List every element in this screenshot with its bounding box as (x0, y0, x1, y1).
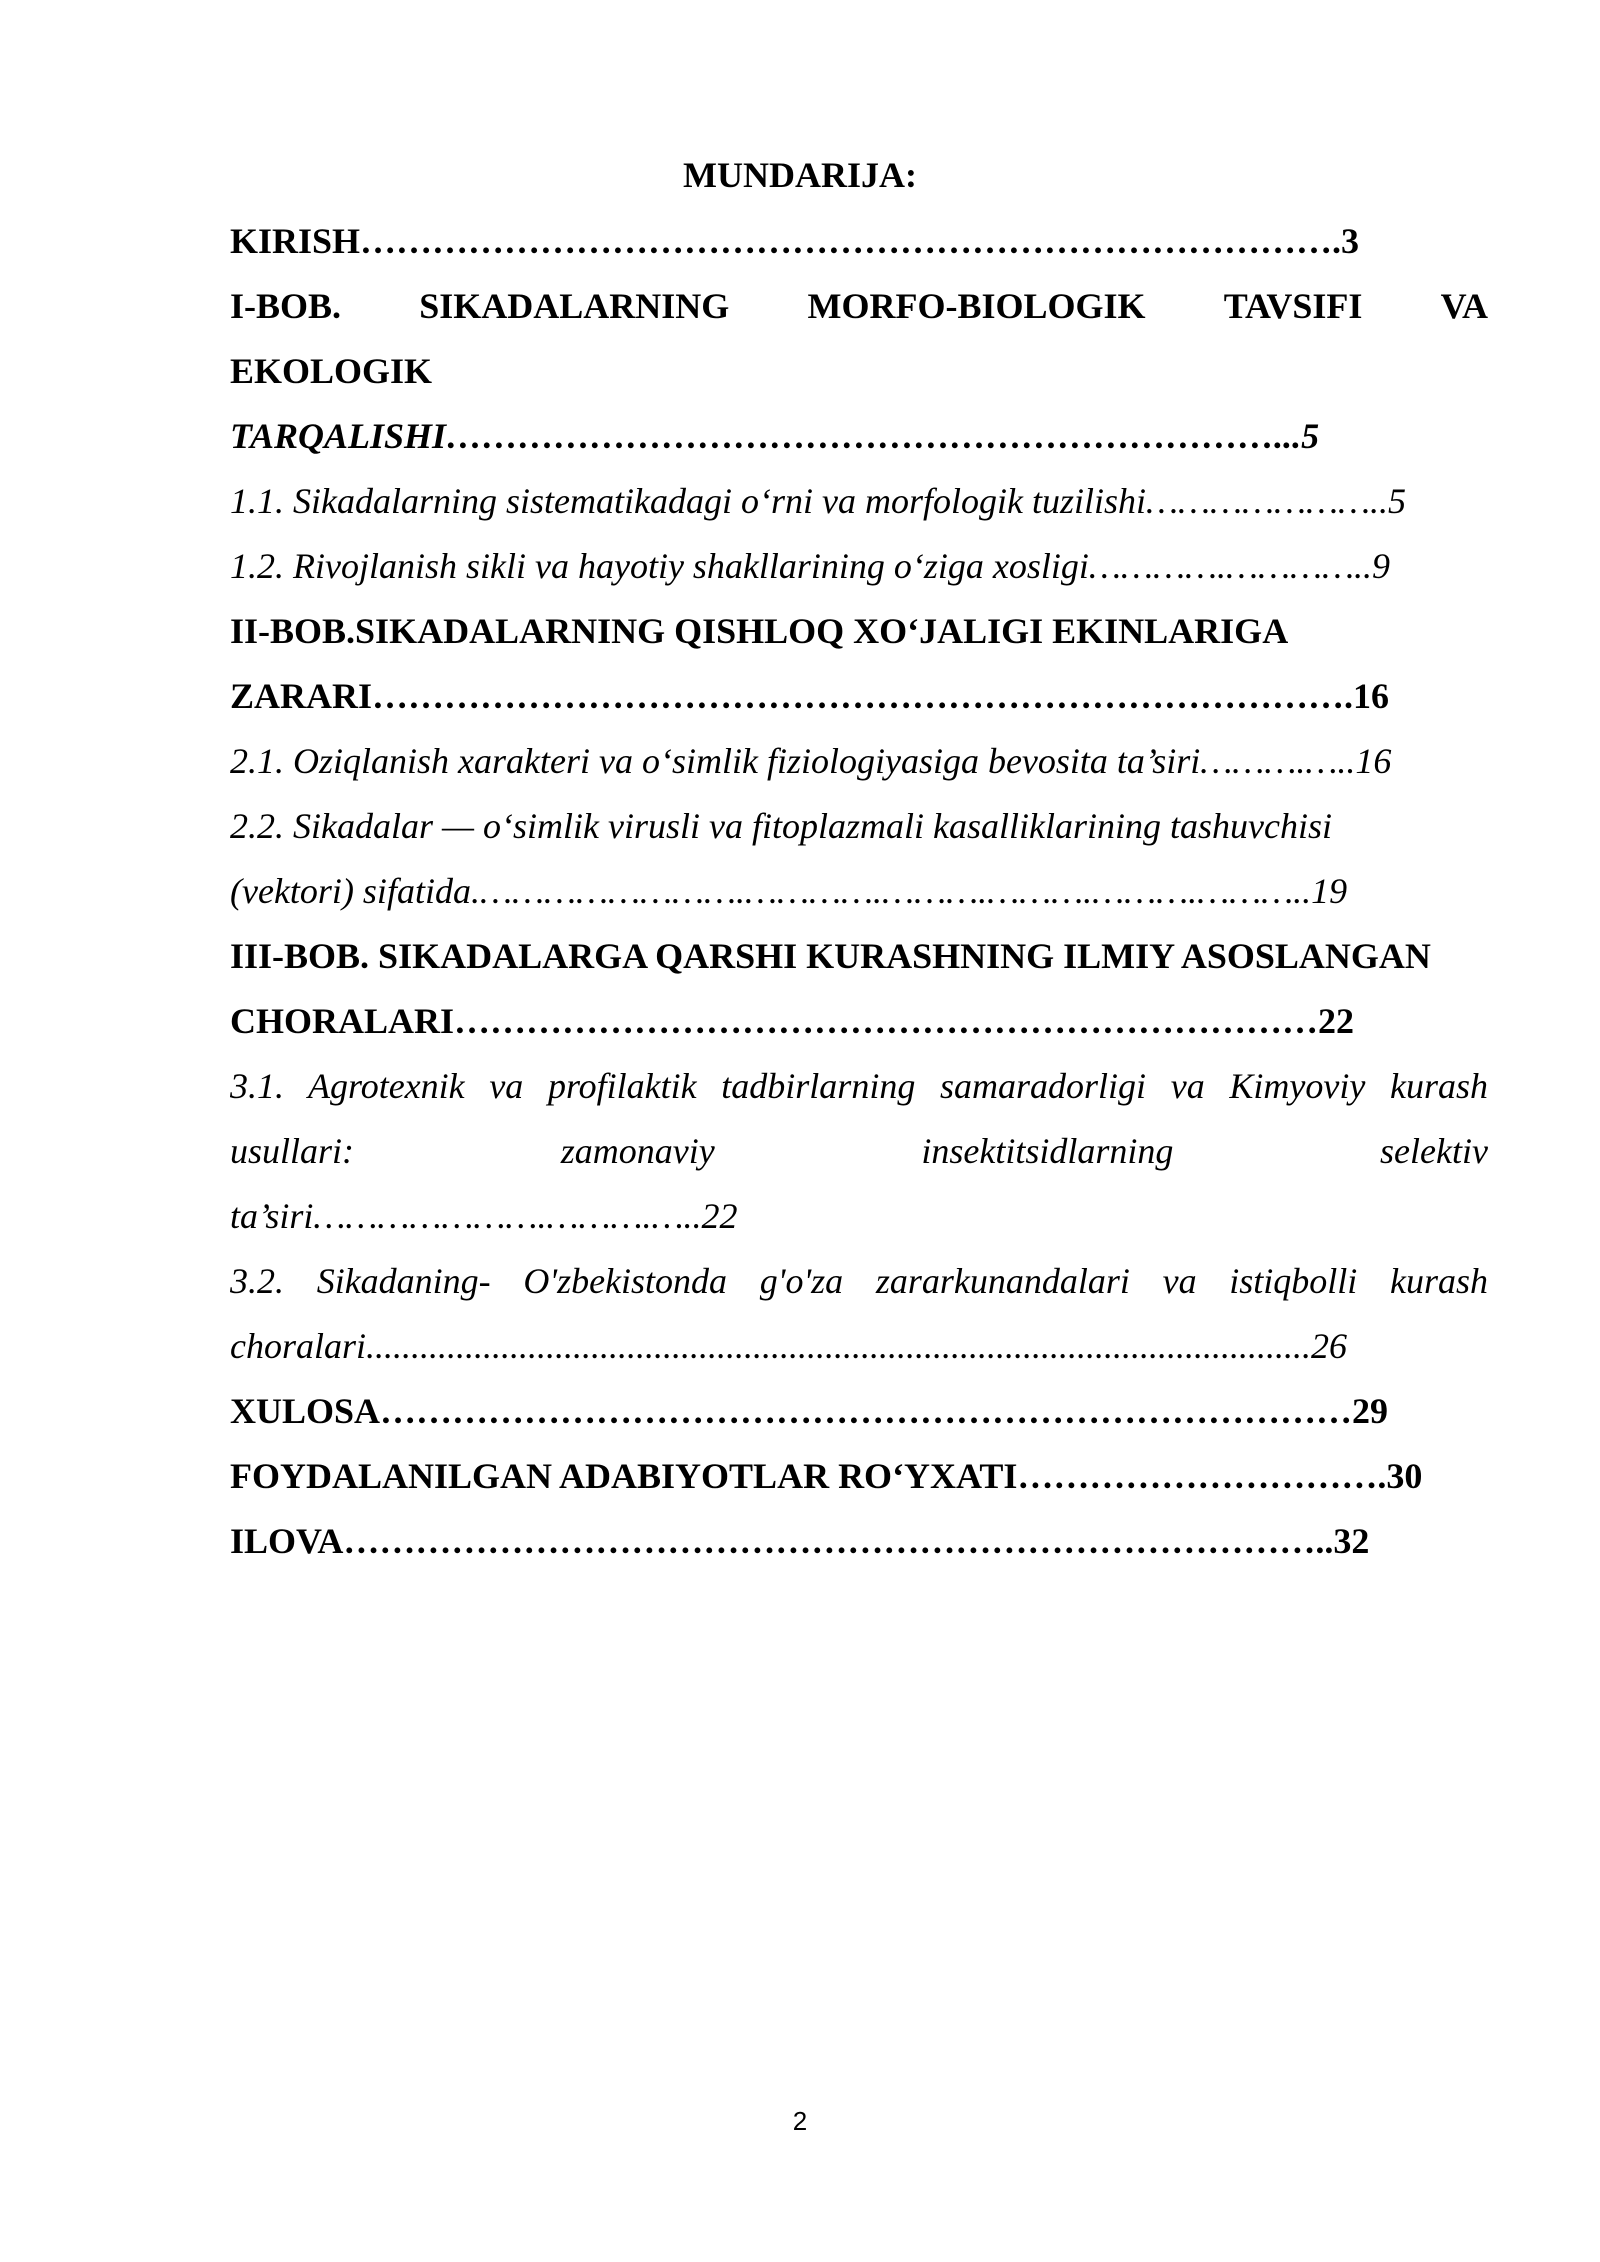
toc-entry-3-1-line1: 3.1. Agrotexnik va profilaktik tadbirlarning samaradorligi va Kimyoviy kurash (230, 1066, 1488, 1106)
toc-word: selektiv (1380, 1131, 1488, 1171)
toc-word: MORFO-BIOLOGIK (807, 286, 1146, 326)
toc-entry-ilova: ILOVA………………………………………………………………………..32 (230, 1521, 1370, 1561)
toc-entry-bob1-line1 (230, 283, 1488, 329)
toc-entry-3-1-line2 (230, 1128, 1488, 1174)
toc-entry-bob2-line1: II-BOB.SIKADALARNING QISHLOQ XO‘JALIGI EKINLARIGA (230, 611, 1289, 651)
toc-word: I-BOB. (230, 286, 342, 326)
toc-word: TAVSIFI (1223, 286, 1363, 326)
toc-entry-bob3-line1: III-BOB. SIKADALARGA QARSHI KURASHNING ILMIY ASOSLANGAN (230, 936, 1431, 976)
toc-entry-1-2: 1.2. Rivojlanish sikli va hayotiy shakllarining o‘ziga xosligi………….…………..9 (230, 546, 1390, 586)
toc-entry-bob2-line2: ZARARI……………………………………………………………………….16 (230, 676, 1390, 716)
toc-entry-3-1-line3: ta’siri………………….……….…..22 (230, 1196, 738, 1236)
toc-entry-2-1: 2.1. Oziqlanish xarakteri va o‘simlik fiziologiyasiga bevosita ta’siri……….…..16 (230, 741, 1392, 781)
toc-entry-bob1-line3: TARQALISHI……………………………………………………………...5 (230, 416, 1320, 456)
toc-word: insektitsidlarning (921, 1131, 1174, 1171)
toc-entry-bob3-line2: CHORALARI………………………………………………………………22 (230, 1001, 1355, 1041)
toc-word: VA (1440, 286, 1488, 326)
toc-entry-xulosa: XULOSA………………………………………………………………………29 (230, 1391, 1389, 1431)
toc-word: zamonaviy (560, 1131, 715, 1171)
toc-entry-3-2-line2: choralari.........................................................................................................26 (230, 1326, 1348, 1366)
toc-entry-bob1-line2: EKOLOGIK (230, 351, 433, 391)
toc-entry-2-2-line1: 2.2. Sikadalar — o‘simlik virusli va fitoplazmali kasalliklarining tashuvchisi (230, 806, 1332, 846)
toc-word: usullari: (230, 1131, 355, 1171)
toc-entry-adabiyotlar: FOYDALANILGAN ADABIYOTLAR RO‘YXATI………………………….30 (230, 1456, 1423, 1496)
page-title: MUNDARIJA: (683, 155, 917, 195)
toc-word: SIKADALARNING (419, 286, 730, 326)
toc-entry-1-1: 1.1. Sikadalarning sistematikadagi o‘rni va morfologik tuzilishi…………………..5 (230, 481, 1407, 521)
toc-entry-2-2-line2: (vektori) sifatida.…………………….………….……….……….……….………..19 (230, 871, 1348, 911)
toc-entry-3-2-line1: 3.2. Sikadaning- O'zbekistonda g'o'za zararkunandalari va istiqbolli kurash (230, 1261, 1488, 1301)
page-number: 2 (792, 2106, 808, 2136)
toc-entry-kirish: KIRISH……………………………………………………………………….3 (230, 221, 1360, 261)
